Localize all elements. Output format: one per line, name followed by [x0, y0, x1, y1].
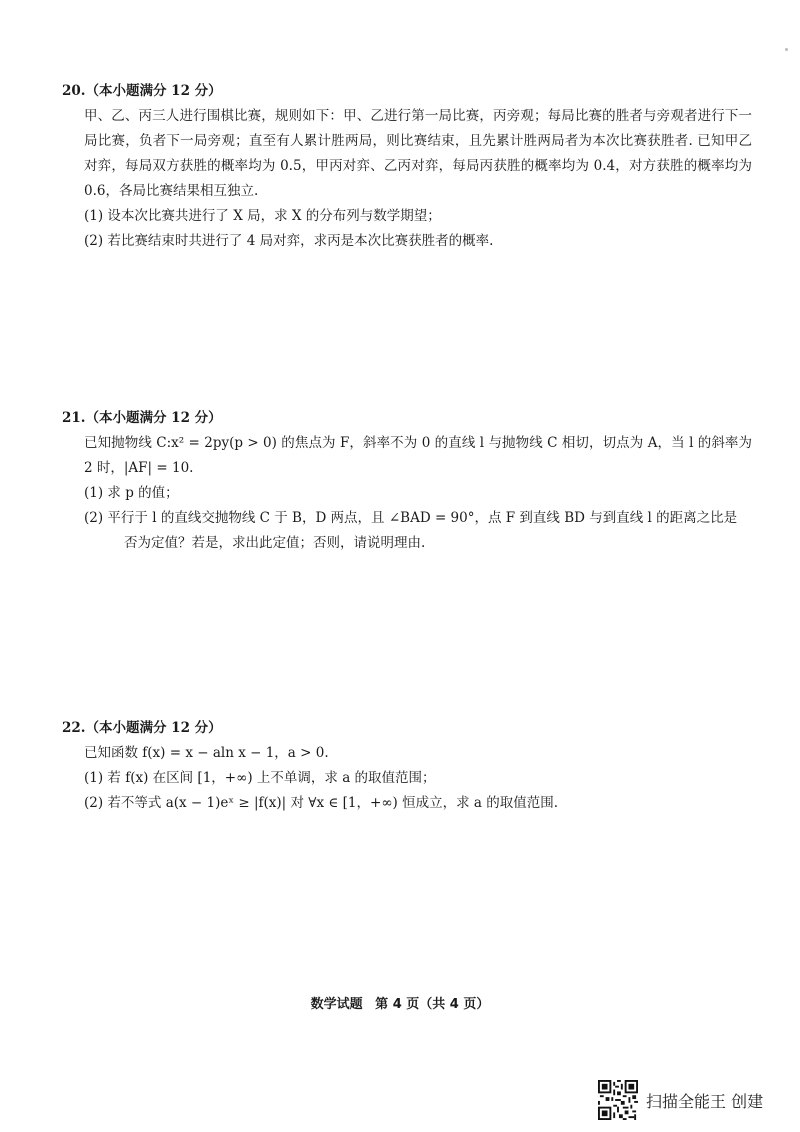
- question-20: [62, 80, 752, 254]
- question-21-part-2-line-2: 否为定值？若是，求出此定值；否则，请说明理由.: [124, 535, 426, 551]
- question-22-part-1: (1) 若 f(x) 在区间 [1，+∞) 上不单调，求 a 的取值范围；: [84, 770, 436, 786]
- question-21-part-2: [62, 506, 752, 556]
- question-22-stem: 已知函数 f(x) = x − aln x − 1，a > 0.: [84, 745, 329, 761]
- question-21: [62, 407, 752, 556]
- question-21-stem: 已知抛物线 C:x² = 2py(p > 0) 的焦点为 F，斜率不为 0 的直线 l 与抛物线 C 相切，切点为 A，当 l 的斜率为 2 时，|AF| = 10.: [84, 435, 752, 476]
- question-20-part-1: (1) 设本次比赛共进行了 X 局，求 X 的分布列与数学期望；: [84, 208, 441, 224]
- question-22-part-2: (2) 若不等式 a(x − 1)eˣ ≥ |f(x)| 对 ∀x ∈ [1，+∞) 恒成立，求 a 的取值范围.: [84, 795, 559, 811]
- question-22: [62, 717, 752, 816]
- question-22-header: 22.（本小题满分 12 分）: [62, 720, 222, 736]
- question-20-part-2: (2) 若比赛结束时共进行了 4 局对弈，求丙是本次比赛获胜者的概率.: [84, 233, 494, 249]
- question-21-part-2-line-1: (2) 平行于 l 的直线交抛物线 C 于 B，D 两点，且 ∠BAD = 90°，点 F 到直线 BD 与到直线 l 的距离之比是: [84, 510, 738, 526]
- question-20-header: 20.（本小题满分 12 分）: [62, 83, 222, 99]
- question-21-part-1: (1) 求 p 的值；: [84, 485, 179, 501]
- footer-page-number: 第 4 页（共 4 页）: [375, 997, 490, 1012]
- footer-subject: 数学试题: [310, 997, 363, 1012]
- scanner-watermark-text: 扫描全能王 创建: [646, 1091, 764, 1111]
- scan-artifact-dot: [785, 48, 788, 51]
- question-20-stem: 甲、乙、丙三人进行围棋比赛，规则如下：甲、乙进行第一局比赛，丙旁观；每局比赛的胜者与旁观者进行下一局比赛，负者下一局旁观；直至有人累计胜两局，则比赛结束，且先累计胜两局者为本次比赛获胜者. 已知甲乙对弈，每局双方获胜的概率均为 0.5，甲丙对弈、乙丙对弈，每局丙获胜的概率均为 0.4，对方获胜的概率均为 0.6，各局比赛结果相互独立.: [84, 108, 752, 199]
- page-footer: [0, 993, 800, 1012]
- question-21-header: 21.（本小题满分 12 分）: [62, 410, 222, 426]
- scanner-watermark: [598, 1080, 763, 1120]
- qr-code-icon: [598, 1080, 638, 1120]
